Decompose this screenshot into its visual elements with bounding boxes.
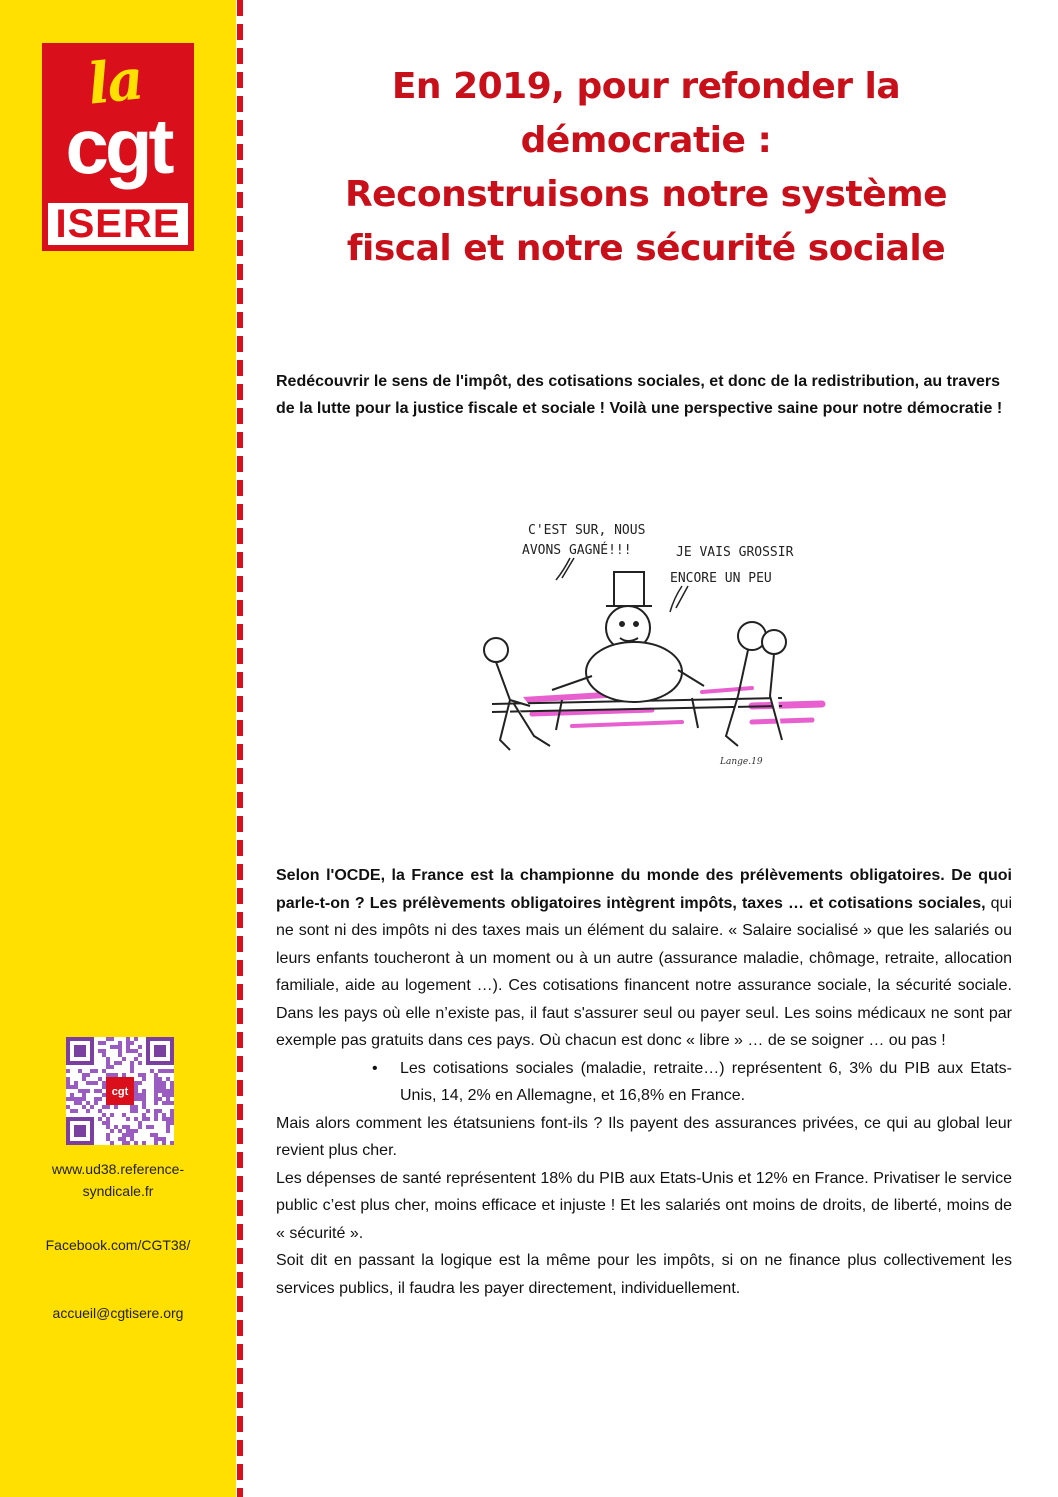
website-line-2: syndicale.fr	[82, 1183, 154, 1199]
right-carrier-figure	[726, 622, 786, 746]
cgt-isere-logo	[42, 43, 194, 251]
paragraph-1-bold: Selon l'OCDE, la France est la championne du monde des prélèvements obligatoires. De quoi parle-t-on ? Les prélèvements obligatoires intègrent impôts, taxes … et cotisations sociales,	[276, 867, 1012, 912]
qr-code-graphic	[66, 1037, 174, 1145]
bubble-2-line-2: ENCORE UN PEU	[670, 571, 772, 586]
intro-paragraph: Redécouvrir le sens de l'impôt, des cotisations sociales, et donc de la redistribution, au travers de la lutte pour la justice fiscale et sociale ! Voilà une perspective saine pour notre démocratie !	[276, 373, 1003, 417]
facebook-link[interactable]: Facebook.com/CGT38/	[45, 1237, 191, 1253]
left-carrier-figure	[484, 638, 550, 750]
paragraph-1	[276, 862, 1012, 1055]
bubble-1-line-2: AVONS GAGNÉ!!!	[522, 543, 632, 558]
cartoon-illustration	[452, 500, 834, 780]
rich-man-figure	[552, 572, 704, 702]
bubble-2-line-1: JE VAIS GROSSIR	[676, 545, 794, 560]
paragraph-1-rest: qui ne sont ni des impôts ni des taxes mais un élément du salaire. « Salaire socialisé » que les salariés ou leurs enfants toucheront à un moment ou à un autre (assurance maladie, chômage, retraite, allocation familiale, aide au logement …). Ces cotisations financent notre assurance sociale, la sécurité sociale. Dans les pays où elle n’existe pas, il faut s'assurer seul ou payer seul. Les soins médicaux ne sont par exemple pas gratuits dans ces pays. Où chacun est donc « libre » … de se soigner … ou pas !	[276, 894, 1013, 1049]
title-line-3: Reconstruisons notre système	[344, 174, 948, 215]
main-body	[276, 862, 1012, 1302]
website-link[interactable]	[20, 1158, 216, 1202]
paragraph-2: Mais alors comment les étatsuniens font-ils ? Ils payent des assurances privées, ce qui au global leur revient plus cher.	[276, 1114, 1012, 1159]
bullet-text: Les cotisations sociales (maladie, retraite…) représentent 6, 3% du PIB aux Etats-Unis, 14, 2% en Allemagne, et 16,8% en France.	[400, 1059, 1012, 1104]
bubble-1-line-1: C'EST SUR, NOUS	[528, 523, 646, 538]
dashed-divider	[237, 0, 243, 1497]
logo-isere: ISERE	[48, 203, 188, 245]
bullet-symbol: •	[372, 1059, 378, 1077]
qr-code[interactable]	[66, 1037, 174, 1145]
website-line-1: www.ud38.reference-	[51, 1161, 185, 1177]
title-line-2: démocratie :	[520, 120, 772, 161]
email-link[interactable]: accueil@cgtisere.org	[52, 1305, 184, 1321]
cartoon-signature: Lange.19	[720, 757, 763, 767]
logo-la: la	[84, 46, 145, 118]
qr-logo-text: cgt	[111, 1086, 129, 1098]
paragraph-4: Soit dit en passant la logique est la même pour les impôts, si on ne finance plus collectivement les services publics, il faudra les payer directement, individuellement.	[276, 1252, 1012, 1297]
logo-cgt: cgt	[65, 102, 171, 190]
closing-paragraphs	[276, 1110, 1012, 1303]
title-line-4: fiscal et notre sécurité sociale	[346, 228, 946, 269]
page-title	[268, 60, 1024, 276]
paragraph-3: Les dépenses de santé représentent 18% du PIB aux Etats-Unis et 12% en France. Privatiser le service public c’est plus cher, moins efficace et injuste ! Et les salariés ont moins de droits, de liberté, moins de « sécurité ».	[276, 1169, 1012, 1242]
bullet-item	[276, 1055, 1012, 1110]
title-line-1: En 2019, pour refonder la	[391, 66, 901, 107]
